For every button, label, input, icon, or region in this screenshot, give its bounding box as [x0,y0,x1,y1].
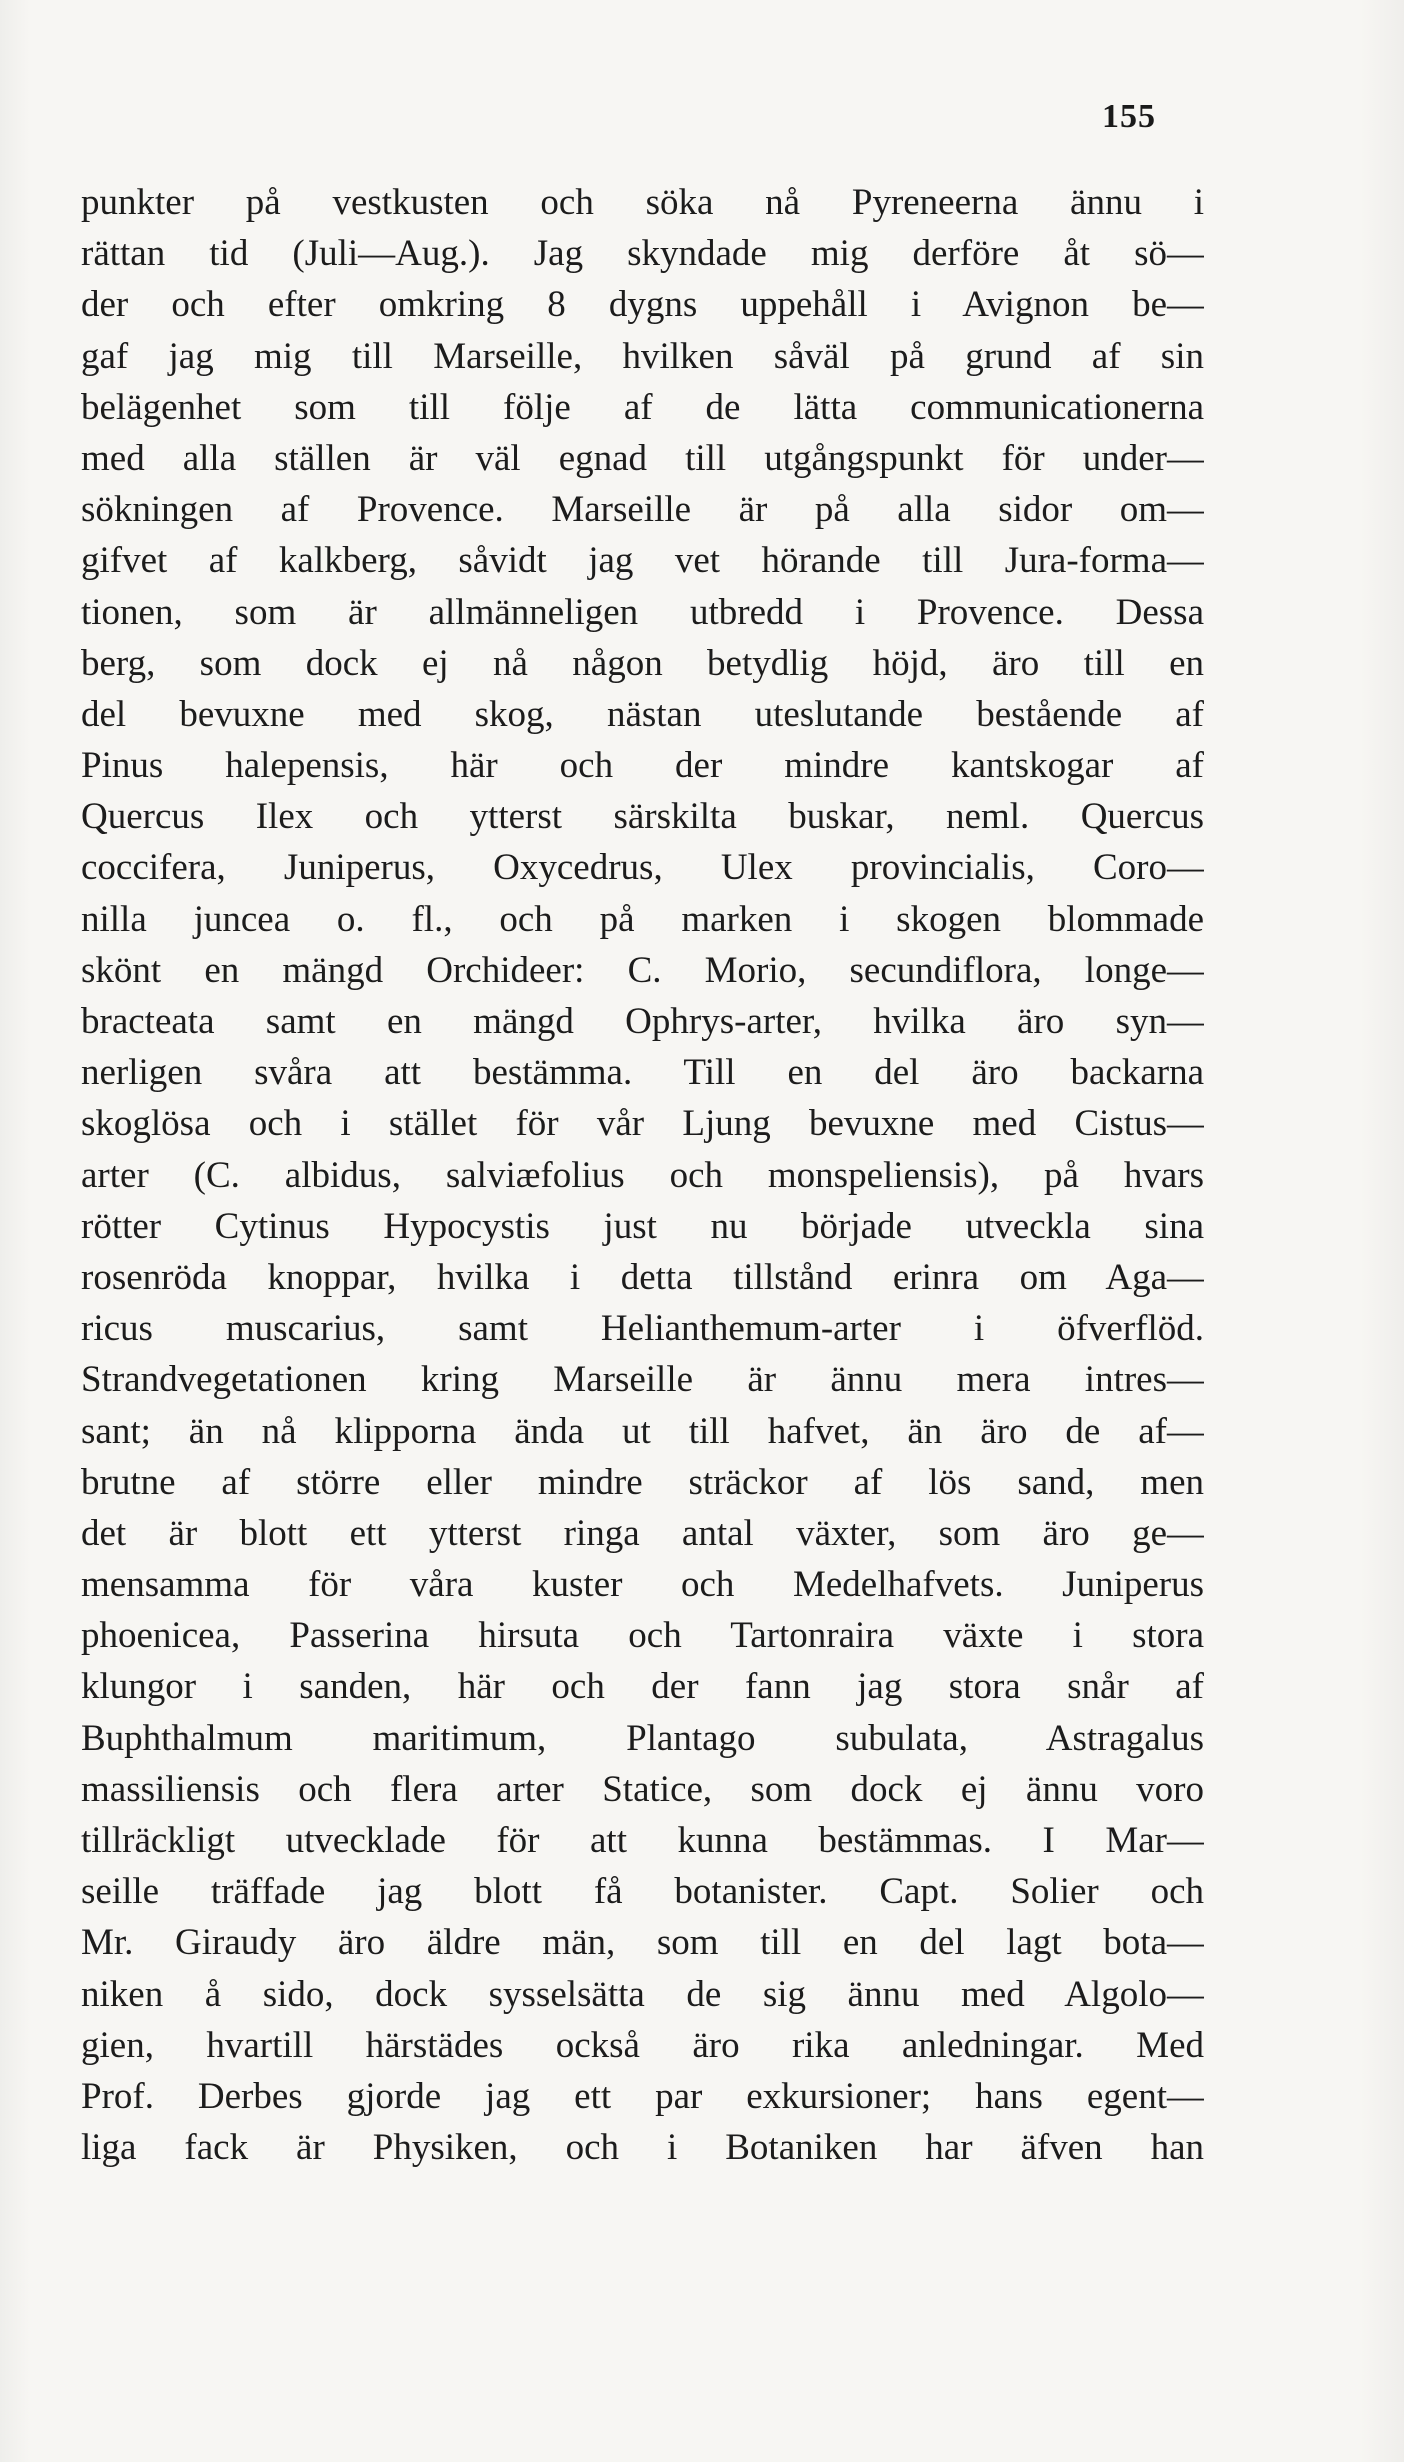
text-line: tillräckligt utvecklade för att kunna bestämmas. I Mar— [81,1820,1204,1861]
text-line: det är blott ett ytterst ringa antal växter, som äro ge— [81,1512,1204,1554]
text-line: sökningen af Provence. Marseille är på alla sidor om— [81,489,1204,531]
text-line: arter (C. albidus, salviæfolius och monspeliensis), på hvars [81,1154,1204,1196]
text-line: phoenicea, Passerina hirsuta och Tartonraira växte i stora [81,1615,1204,1657]
text-line: der och efter omkring 8 dygns uppehåll i Avignon be— [81,284,1204,326]
text-line: seille träffade jag blott få botanister. Capt. Solier och [81,1871,1204,1913]
body-text [81,177,1204,2173]
text-line: punkter på vestkusten och söka nå Pyreneerna ännu i [81,182,1204,223]
text-line: liga fack är Physiken, och i Botaniken har äfven han [81,2127,1204,2169]
text-line: med alla ställen är väl egnad till utgångspunkt för under— [81,437,1204,479]
text-line: skönt en mängd Orchideer: C. Morio, secundiflora, longe— [81,949,1204,991]
text-line: Buphthalmum maritimum, Plantago subulata, Astragalus [81,1717,1204,1759]
text-line: berg, som dock ej nå någon betydlig höjd, äro till en [81,642,1204,684]
text-line: nilla juncea o. fl., och på marken i skogen blommade [81,898,1204,940]
text-line: nerligen svåra att bestämma. Till en del äro backarna [81,1052,1204,1094]
text-line: rättan tid (Juli—Aug.). Jag skyndade mig derföre åt sö— [81,233,1204,275]
text-line: ricus muscarius, samt Helianthemum-arter i öfverflöd. [81,1308,1204,1350]
text-line: rosenröda knoppar, hvilka i detta tillstånd erinra om Aga— [81,1256,1204,1298]
text-line: tionen, som är allmänneligen utbredd i Provence. Dessa [81,591,1204,633]
text-line: Pinus halepensis, här och der mindre kantskogar af [81,745,1204,787]
text-line: coccifera, Juniperus, Oxycedrus, Ulex provincialis, Coro— [81,847,1204,889]
text-line: del bevuxne med skog, nästan uteslutande bestående af [81,693,1204,735]
text-line: gifvet af kalkberg, såvidt jag vet hörande till Jura-forma— [81,540,1204,582]
text-line: gaf jag mig till Marseille, hvilken såväl på grund af sin [81,335,1204,377]
text-line: Prof. Derbes gjorde jag ett par exkursioner; hans egent— [81,2075,1204,2117]
text-line: belägenhet som till följe af de lätta communicationerna [81,386,1204,428]
text-line: skoglösa och i stället för vår Ljung bevuxne med Cistus— [81,1103,1204,1145]
text-line: brutne af större eller mindre sträckor af lös sand, men [81,1461,1204,1503]
text-line: gien, hvartill härstädes också äro rika anledningar. Med [81,2024,1204,2066]
text-line: rötter Cytinus Hypocystis just nu började utveckla sina [81,1205,1204,1247]
text-line: niken å sido, dock sysselsätta de sig ännu med Algolo— [81,1973,1204,2015]
text-line: massiliensis och flera arter Statice, som dock ej ännu voro [81,1768,1204,1810]
text-line: Strandvegetationen kring Marseille är ännu mera intres— [81,1359,1204,1401]
text-line: klungor i sanden, här och der fann jag stora snår af [81,1666,1204,1708]
page-number: 155 [1102,98,1156,135]
text-line: sant; än nå klipporna ända ut till hafvet, än äro de af— [81,1410,1204,1452]
text-line: mensamma för våra kuster och Medelhafvets. Juniperus [81,1564,1204,1606]
text-line: Mr. Giraudy äro äldre män, som till en del lagt bota— [81,1922,1204,1964]
text-line: Quercus Ilex och ytterst särskilta buskar, neml. Quercus [81,796,1204,838]
text-line: bracteata samt en mängd Ophrys-arter, hvilka äro syn— [81,1001,1204,1042]
